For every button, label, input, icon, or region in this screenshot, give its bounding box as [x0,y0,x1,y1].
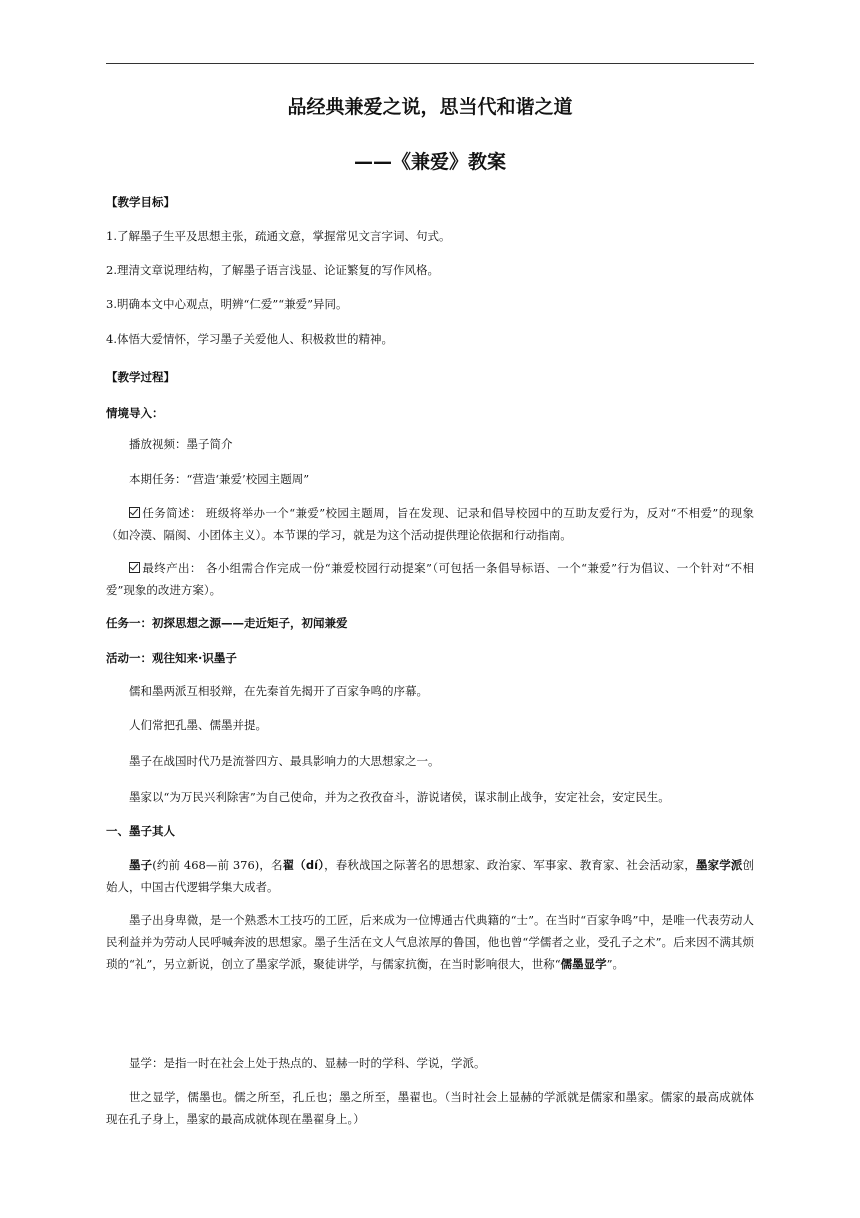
final-output [106,557,754,601]
process-heading: 【教学过程】 [106,370,175,384]
activity1-line: 儒和墨两派互相驳辩，在先秦首先揭开了百家争鸣的序幕。 [129,684,428,698]
goals-heading: 【教学目标】 [106,195,175,209]
activity1-line: 人们常把孔墨、儒墨并提。 [129,718,267,732]
bio2-end: ”。 [606,957,625,971]
bio-paragraph-2 [106,909,754,975]
task-desc-text: 班级将举办一个“兼爱”校园主题周，旨在发现、记录和倡导校园中的互助友爱行为，反对“不相爱”的现象（如冷漠、隔阂、小团体主义）。本节课的学习，就是为这个活动提供理论依据和行动指南。 [106,506,755,542]
bio-name: 墨子 [129,858,153,872]
section1-heading: 一、墨子其人 [106,824,175,838]
document-subtitle: ——《兼爱》教案 [353,151,506,173]
xianxue-quote: 世之显学，儒墨也。儒之所至，孔丘也；墨之所至，墨翟也。（当时社会上显赫的学派就是儒家和墨家。儒家的最高成就体现在孔子身上，墨家的最高成就体现在墨翟身上。） [106,1090,754,1126]
document-title: 品经典兼爱之说，思当代和谐之道 [287,96,573,118]
final-output-text: 各小组需合作完成一份“兼爱校园行动提案”（可包括一条倡导标语、一个“兼爱”行为倡议、一个针对“不相爱”现象的改进方案）。 [106,561,754,597]
bio-text: (约前 468—前 376)，名 [152,858,283,872]
intro-task: 本期任务：“营造‘兼爱’校园主题周” [129,472,310,486]
goal-item: 4.体悟大爱情怀，学习墨子关爱他人、积极救世的精神。 [106,332,393,346]
bio2-text: 墨子出身卑微，是一个熟悉木工技巧的工匠，后来成为一位博通古代典籍的“士”。在当时“百家争鸣”中，是唯一代表劳动人民利益并为劳动人民呼喊奔波的思想家。墨子生活在文人气息浓厚的鲁国，他也曾“学儒者之业，受孔子之术”。后来因不满其烦琐的“礼”，另立新说，创立了墨家学派，聚徒讲学，与儒家抗衡，在当时影响很大，世称“ [106,913,754,971]
activity1-heading: 活动一：观往知来·识墨子 [106,651,237,665]
bio-text: 创始人，中国古代逻辑学集大成者。 [106,858,755,894]
checkbox-icon [129,507,140,518]
checkbox-icon [129,562,140,573]
bio-name2: 翟（dí） [282,858,325,872]
task-description [106,502,754,546]
activity1-line: 墨子在战国时代乃是流誉四方、最具影响力的大思想家之一。 [129,754,440,768]
bio-paragraph [106,854,754,898]
goal-item: 3.明确本文中心观点，明辨“仁爱”“兼爱”异同。 [106,297,348,311]
header-rule [106,63,754,64]
bio-school: 墨家学派 [696,858,743,872]
task-desc-label: 任务简述： [142,506,202,520]
intro-video: 播放视频：墨子简介 [129,437,233,451]
bio2-bold: 儒墨显学 [560,957,607,971]
task1-heading: 任务一：初探思想之源——走近矩子，初闻兼爱 [106,616,348,630]
goal-item: 1.了解墨子生平及思想主张，疏通文意，掌握常见文言字词、句式。 [106,229,451,243]
activity1-line: 墨家以“为万民兴利除害”为自己使命，并为之孜孜奋斗，游说诸侯，谋求制止战争，安定社会，安定民生。 [129,790,670,804]
bio-text: ，春秋战国之际著名的思想家、政治家、军事家、教育家、社会活动家， [324,858,697,872]
goal-item: 2.理清文章说理结构，了解墨子语言浅显、论证繁复的写作风格。 [106,263,439,277]
final-output-label: 最终产出： [142,561,202,575]
intro-heading: 情境导入： [106,406,164,420]
xianxue-definition: 显学：是指一时在社会上处于热点的、显赫一时的学科、学说，学派。 [129,1056,486,1070]
